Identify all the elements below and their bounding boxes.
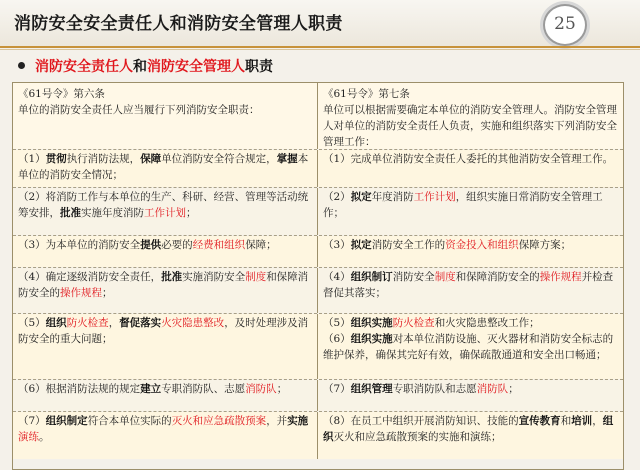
table-row bbox=[13, 235, 623, 267]
duty-text: 单位的消防安全责任人应当履行下列消防安全职责： bbox=[18, 104, 260, 116]
duty-text: ； bbox=[102, 287, 113, 299]
highlighted-term: 工作计划 bbox=[144, 207, 186, 219]
emphasized-verb: 建立 bbox=[140, 383, 162, 395]
duty-text: （7） bbox=[323, 383, 351, 395]
heading-part-responsible: 消防安全责任人 bbox=[35, 59, 133, 75]
duty-text: （3） bbox=[323, 239, 351, 251]
duty-text: （6） bbox=[323, 333, 351, 345]
duty-text: （3）为本单位的消防安全 bbox=[18, 239, 141, 251]
responsible-duty-cell bbox=[13, 83, 318, 149]
emphasized-verb: 组织制订 bbox=[350, 271, 393, 283]
duty-text: 和保障消防安全的 bbox=[455, 271, 540, 283]
emphasized-verb: 实施 bbox=[287, 415, 309, 427]
highlighted-term: 制度 bbox=[245, 271, 267, 283]
duty-text: 符合本单位实际的 bbox=[87, 415, 172, 427]
highlighted-term: 防火检查 bbox=[66, 317, 109, 329]
emphasized-verb: 宣传教育 bbox=[518, 415, 561, 427]
duty-text: （1）完成单位消防安全责任人委托的其他消防安全管理工作。 bbox=[323, 153, 614, 165]
duty-text: ； bbox=[276, 383, 288, 395]
manager-duty-cell bbox=[318, 380, 623, 411]
duty-text: 年度消防 bbox=[371, 191, 414, 203]
duty-text: 并检查督促其落实； bbox=[323, 271, 614, 299]
manager-duty-cell bbox=[318, 150, 623, 187]
table-row bbox=[13, 149, 623, 187]
header-rule-thin bbox=[0, 49, 640, 50]
highlighted-term: 演练 bbox=[18, 431, 39, 443]
manager-duty-cell bbox=[318, 236, 623, 267]
highlighted-term: 防火检查 bbox=[392, 317, 435, 329]
duty-text: （8）在员工中组织开展消防知识、技能的 bbox=[323, 415, 519, 427]
responsible-duty-cell bbox=[13, 268, 318, 313]
highlighted-term: 火灾隐患整改 bbox=[161, 317, 225, 329]
emphasized-verb: 贯彻 bbox=[45, 153, 67, 165]
duty-text: ，并 bbox=[266, 415, 288, 427]
emphasized-verb: 组织管理 bbox=[350, 383, 393, 395]
highlighted-term: 经费和组织 bbox=[192, 239, 246, 251]
page-number: 25 bbox=[554, 14, 576, 34]
duty-text: 必要的 bbox=[161, 239, 193, 251]
duty-text: 单位消防安全符合规定， bbox=[161, 153, 277, 165]
duty-text: 消防安全 bbox=[392, 271, 435, 283]
heading-part-duties: 职责 bbox=[245, 59, 273, 75]
highlighted-term: 制度 bbox=[434, 271, 456, 283]
manager-duty-cell bbox=[318, 412, 623, 459]
responsible-duty-cell bbox=[13, 380, 318, 411]
responsible-duty-cell bbox=[13, 150, 318, 187]
emphasized-verb: 批准 bbox=[60, 207, 81, 219]
duty-text: （7） bbox=[18, 415, 46, 427]
duty-text: （1） bbox=[18, 153, 46, 165]
duty-text: （6）根据消防法规的规定 bbox=[18, 383, 141, 395]
table-row bbox=[13, 83, 623, 149]
duty-text: 本单位的消防安全情况； bbox=[18, 153, 309, 181]
duty-text: ； bbox=[508, 383, 519, 395]
duty-text: 灭火和应急疏散预案的实施和演练； bbox=[333, 431, 502, 443]
duty-text: 《61号令》第七条 bbox=[323, 88, 410, 100]
highlighted-term: 操作规程 bbox=[539, 271, 582, 283]
responsible-duty-cell bbox=[13, 412, 318, 459]
emphasized-verb: 保障 bbox=[140, 153, 162, 165]
duty-text: 和保障消防安全的 bbox=[18, 271, 309, 299]
duty-text: 专职消防队和志愿 bbox=[392, 383, 477, 395]
table-row bbox=[13, 379, 623, 411]
duty-text: 对本单位消防设施、灭火器材和消防安全标志的维护保养，确保其完好有效，确保疏散通道和安全出口畅通； bbox=[323, 333, 614, 361]
duties-comparison-table bbox=[12, 82, 624, 470]
emphasized-verb: 组织 bbox=[323, 415, 614, 443]
duty-text: 执行消防法规， bbox=[66, 153, 141, 165]
duty-text: 保障方案； bbox=[518, 239, 572, 251]
highlighted-term: 灭火和应急疏散预案 bbox=[171, 415, 267, 427]
bullet-icon bbox=[18, 62, 25, 69]
duty-text: 专职消防队、志愿 bbox=[161, 383, 246, 395]
emphasized-verb: 组织实施 bbox=[350, 333, 393, 345]
emphasized-verb: 拟定 bbox=[350, 191, 372, 203]
emphasized-verb: 组织制定 bbox=[45, 415, 88, 427]
slide-title: 消防安全安全责任人和消防安全管理人职责 bbox=[14, 14, 343, 34]
table-row bbox=[13, 267, 623, 313]
heading-part-manager: 消防安全管理人 bbox=[147, 59, 245, 75]
section-heading bbox=[18, 56, 273, 76]
emphasized-verb: 拟定 bbox=[350, 239, 372, 251]
duty-text: （5） bbox=[18, 317, 46, 329]
duty-text: 。 bbox=[39, 431, 50, 443]
highlighted-term: 操作规程 bbox=[60, 287, 102, 299]
manager-duty-cell bbox=[318, 268, 623, 313]
table-row bbox=[13, 313, 623, 379]
responsible-duty-cell bbox=[13, 188, 318, 235]
manager-duty-cell bbox=[318, 188, 623, 235]
responsible-duty-cell bbox=[13, 236, 318, 267]
emphasized-verb: 提供 bbox=[140, 239, 162, 251]
duty-text: （4）确定逐级消防安全责任， bbox=[18, 271, 162, 283]
emphasized-verb: 掌握 bbox=[276, 153, 298, 165]
manager-duty-cell bbox=[318, 314, 623, 379]
emphasized-verb: 组织实施 bbox=[350, 317, 393, 329]
duty-text: 《61号令》第六条 bbox=[18, 88, 105, 100]
manager-duty-cell bbox=[318, 83, 623, 149]
duty-text: ， bbox=[592, 415, 603, 427]
highlighted-term: 消防队 bbox=[476, 383, 509, 395]
duty-text: 实施消防安全 bbox=[182, 271, 246, 283]
duty-text: ； bbox=[186, 207, 197, 219]
duty-text: （2）将消防工作与本单位的生产、科研、经营、管理等活动统筹安排， bbox=[18, 191, 309, 219]
duty-text: ，及时处理涉及消防安全的重大问题； bbox=[18, 317, 309, 345]
highlighted-term: 工作计划 bbox=[413, 191, 456, 203]
duty-text: （5） bbox=[323, 317, 351, 329]
duty-text: 和 bbox=[560, 415, 572, 427]
heading-part-and: 和 bbox=[133, 59, 147, 75]
duty-text: （4） bbox=[323, 271, 351, 283]
duty-text: 单位可以根据需要确定本单位的消防安全管理人。消防安全管理人对单位的消防安全责任人负责，实施和组织落实下列消防安全管理工作： bbox=[323, 104, 617, 148]
highlighted-term: 消防队 bbox=[245, 383, 277, 395]
table-row bbox=[13, 411, 623, 459]
highlighted-term: 资金投入和组织 bbox=[445, 239, 519, 251]
duty-text: ，组织实施日常消防安全管理工作； bbox=[323, 191, 603, 219]
duty-text: 实施年度消防 bbox=[81, 207, 144, 219]
duty-text: （2） bbox=[323, 191, 351, 203]
emphasized-verb: 督促落实 bbox=[119, 317, 162, 329]
emphasized-verb: 批准 bbox=[161, 271, 183, 283]
duty-text: 消防安全工作的 bbox=[371, 239, 446, 251]
duty-text: 保障； bbox=[245, 239, 277, 251]
duty-text: 和火灾隐患整改工作； bbox=[434, 317, 540, 329]
page-number-badge bbox=[543, 4, 587, 46]
emphasized-verb: 培训 bbox=[571, 415, 593, 427]
responsible-duty-cell bbox=[13, 314, 318, 379]
slide-header bbox=[0, 0, 640, 46]
table-row bbox=[13, 187, 623, 235]
header-rule bbox=[0, 46, 640, 48]
emphasized-verb: 组织 bbox=[45, 317, 67, 329]
duty-text: ， bbox=[108, 317, 120, 329]
